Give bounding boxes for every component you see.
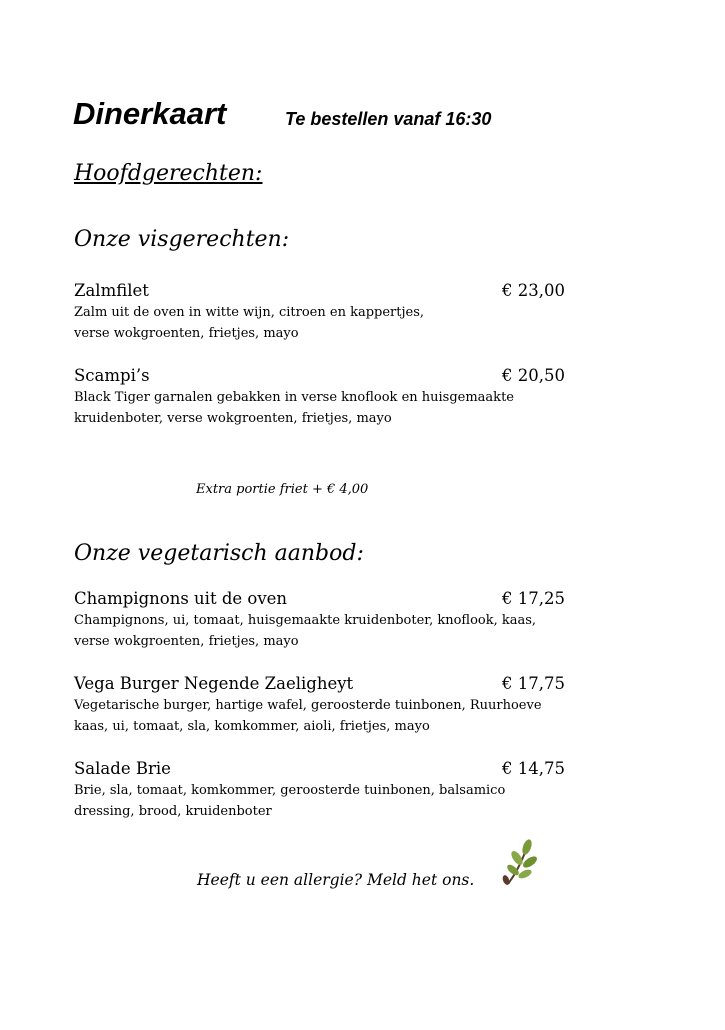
extra-fries-note: Extra portie friet + € 4,00 — [196, 482, 369, 497]
dish-description — [74, 387, 604, 429]
dish-description — [74, 610, 604, 652]
dish-description — [74, 302, 604, 344]
dish-description-line: verse wokgroenten, frietjes, mayo — [74, 326, 299, 341]
dish-description-line: kaas, ui, tomaat, sla, komkommer, aioli, frietjes, mayo — [74, 719, 430, 734]
leaf-sprig-icon — [500, 838, 544, 888]
dish-description-line: Vegetarische burger, hartige wafel, geroosterde tuinbonen, Ruurhoeve — [74, 698, 542, 713]
dish-price: € 14,75 — [502, 759, 565, 778]
dish-name: Zalmfilet — [74, 281, 149, 300]
dish-description-line: dressing, brood, kruidenboter — [74, 804, 272, 819]
dish-description-line: verse wokgroenten, frietjes, mayo — [74, 634, 299, 649]
dish-description-line: Black Tiger garnalen gebakken in verse knoflook en huisgemaakte — [74, 390, 514, 405]
dish-description-line: Zalm uit de oven in witte wijn, citroen en kappertjes, — [74, 305, 425, 320]
dish-price: € 20,50 — [502, 366, 565, 385]
dish-description — [74, 780, 604, 822]
section-title-main-courses: Hoofdgerechten: — [74, 161, 263, 186]
dish-name: Salade Brie — [74, 759, 171, 778]
dish-description-line: Brie, sla, tomaat, komkommer, geroosterde tuinbonen, balsamico — [74, 783, 506, 798]
dish-price: € 17,75 — [502, 674, 565, 693]
order-time-note: Te bestellen vanaf 16:30 — [285, 109, 492, 129]
dish-description-line: kruidenboter, verse wokgroenten, frietjes, mayo — [74, 411, 392, 426]
dish-name: Champignons uit de oven — [74, 589, 288, 608]
category-heading-vegetarian: Onze vegetarisch aanbod: — [74, 541, 364, 566]
dish-description-line: Champignons, ui, tomaat, huisgemaakte kruidenboter, knoflook, kaas, — [74, 613, 537, 628]
dish-price: € 17,25 — [502, 589, 565, 608]
dish-name: Vega Burger Negende Zaeligheyt — [74, 674, 354, 693]
page-title: Dinerkaart — [73, 96, 227, 131]
dish-price: € 23,00 — [502, 281, 565, 300]
allergy-note: Heeft u een allergie? Meld het ons. — [197, 871, 475, 889]
dish-description — [74, 695, 604, 737]
category-heading-fish: Onze visgerechten: — [74, 227, 290, 252]
dish-name: Scampi’s — [74, 366, 150, 385]
